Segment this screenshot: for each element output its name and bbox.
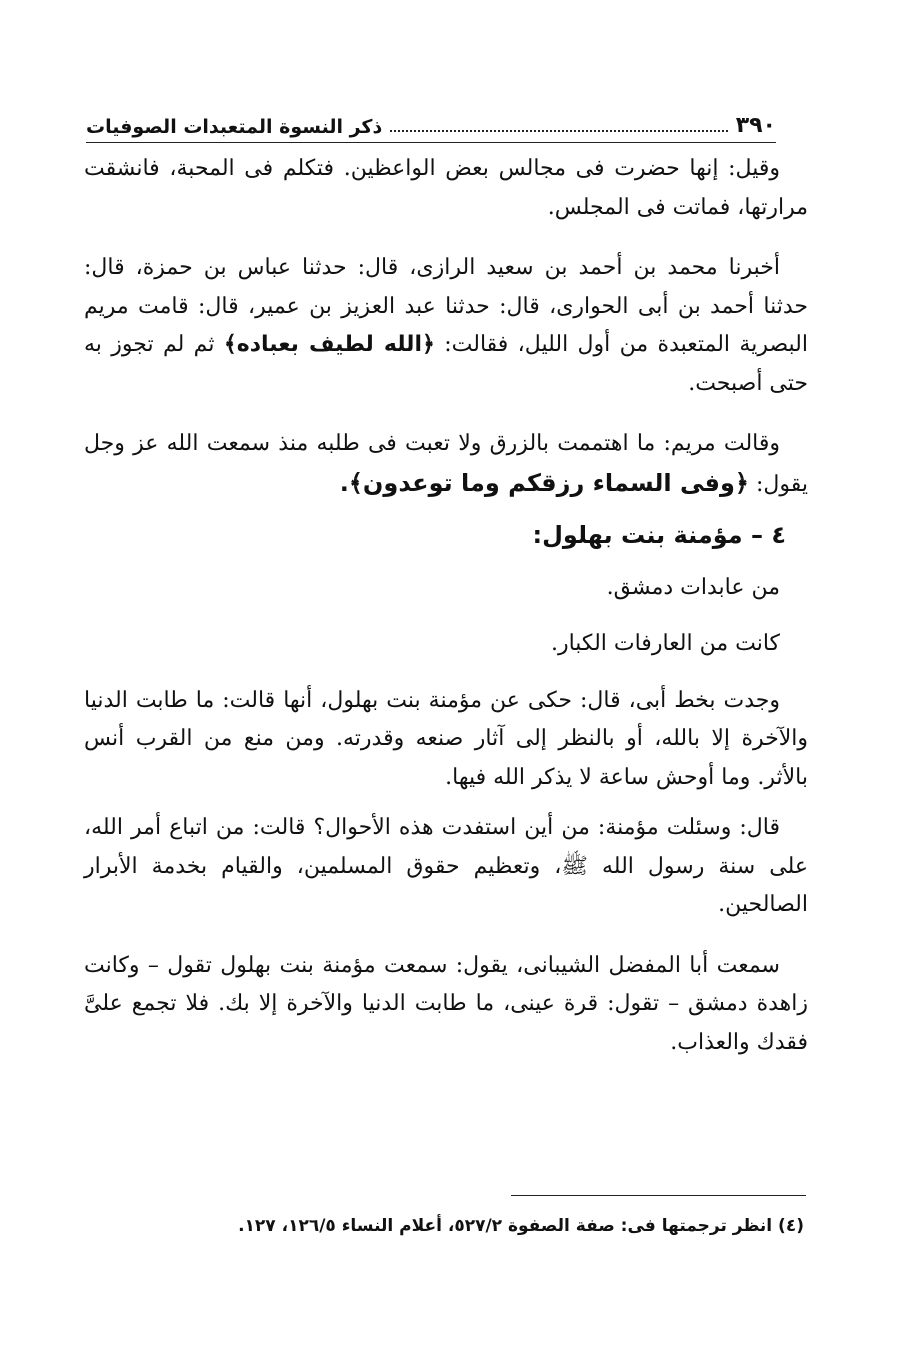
running-header	[86, 102, 776, 143]
running-title: ذكر النسوة المتعبدات الصوفيات	[86, 116, 383, 138]
header-dot-leader	[390, 130, 727, 132]
paragraph-8: سمعت أبا المفضل الشيبانى، يقول: سمعت مؤمنة بنت بهلول تقول – وكانت زاهدة دمشق – تقول: قرة عينى، ما طابت الدنيا والآخرة إلا بك. فلا تجمع علىَّ فقدك والعذاب.	[84, 952, 808, 1055]
paragraph-4: من عابدات دمشق.	[606, 574, 780, 600]
main-text	[84, 150, 808, 1084]
footnote-separator	[511, 1195, 806, 1196]
quran-quote-2: ﴿وفى السماء رزقكم وما توعدون﴾.	[339, 468, 749, 497]
footnote: (٤) انظر ترجمتها فى: صفة الصفوة ٥٢٧/٢، أعلام النساء ١٢٦/٥، ١٢٧.	[238, 1216, 804, 1236]
paragraph-5: كانت من العارفات الكبار.	[550, 631, 780, 656]
paragraph-3	[84, 425, 808, 504]
section-heading: ٤ – مؤمنة بنت بهلول:	[532, 521, 786, 549]
paragraph-6: وجدت بخط أبى، قال: حكى عن مؤمنة بنت بهلول، أنها قالت: ما طابت الدنيا والآخرة إلا بالله، أو بالنظر إلى آثار صنعه وقدرته. ومن منع من القرب أنس بالأثر. وما أوحش ساعة لا يذكر الله فيها.	[84, 687, 808, 790]
paragraph-1: وقيل: إنها حضرت فى مجالس بعض الواعظين. فتكلم فى المحبة، فانشقت مرارتها، فماتت فى المجلس.	[84, 156, 808, 220]
isnad-text: أخبرنا محمد بن أحمد بن سعيد الرازى، قال: حدثنا عباس بن حمزة، قال: حدثنا أحمد بن أبى الحوارى، قال: حدثنا عبد العزيز بن عمير، قال: قامت مريم البصرية المتعبدة من أول الليل، فقالت:	[84, 255, 808, 357]
paragraph-2-end: ثم لم تجوز به حتى أصبحت.	[84, 332, 808, 396]
paragraph-3-text: وقالت مريم: ما اهتممت بالزرق ولا تعبت فى طلبه منذ سمعت الله عز وجل يقول:	[84, 431, 808, 497]
paragraph-2	[84, 249, 808, 403]
page-number: ٣٩٠	[735, 113, 776, 138]
quran-quote-1: ﴿الله لطيف بعباده﴾	[223, 332, 435, 357]
paragraph-7: قال: وسئلت مؤمنة: من أين استفدت هذه الأحوال؟ قالت: من اتباع أمر الله، على سنة رسول الله ﷺ، وتعظيم حقوق المسلمين، والقيام بخدمة الأبرار الصالحين.	[84, 815, 808, 917]
